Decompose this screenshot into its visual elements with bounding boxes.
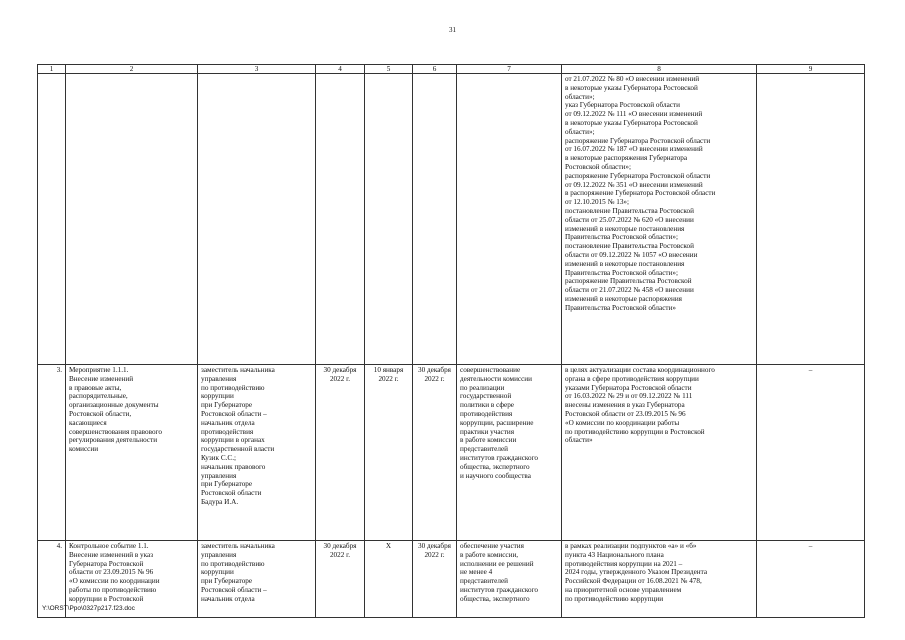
cell-text-line: начальник правового bbox=[201, 462, 266, 471]
cell-text-line: регулирования деятельности bbox=[69, 436, 158, 445]
cell-text-line: комиссии bbox=[69, 445, 99, 454]
cell-text-line: в работе комиссии bbox=[460, 436, 517, 445]
cell-text-line: противодействия bbox=[460, 409, 513, 418]
cell-text-line: 30 декабря bbox=[418, 542, 451, 550]
cell-text-line: Ростовской области – bbox=[201, 585, 267, 594]
plan-table bbox=[37, 64, 865, 618]
cell-text-line: по противодействию bbox=[201, 383, 265, 392]
cell-text-line: совершенствование bbox=[460, 366, 521, 374]
cell-text-line: распоряжение Губернатора Ростовской области bbox=[565, 171, 711, 180]
cell-text-line: коррупции bbox=[201, 568, 234, 577]
cell-text-line: изменений в некоторые распоряжения bbox=[565, 294, 682, 303]
reasons-cell: – bbox=[757, 365, 865, 541]
responsible-cell bbox=[198, 541, 316, 618]
cell-text-line: в распоряжение Губернатора Ростовской области bbox=[565, 189, 716, 198]
cell-text-line: постановление Правительства Ростовской bbox=[565, 242, 694, 251]
cell-text-line: Внесение изменений в указ bbox=[69, 550, 154, 559]
cell-text-line: изменений в некоторые постановления bbox=[565, 224, 685, 233]
reasons-cell: – bbox=[757, 541, 865, 618]
header-cell: 3 bbox=[198, 65, 316, 74]
cell-text-line: институтов гражданского bbox=[460, 585, 539, 594]
cell-text-line: управления bbox=[201, 374, 237, 383]
end-date-cell bbox=[413, 541, 457, 618]
cell-text-line: общества, экспертного bbox=[460, 594, 530, 603]
cell-text-line: работы по противодействию bbox=[69, 585, 157, 594]
cell-text-line: в целях актуализации состава координационного bbox=[565, 366, 715, 374]
cell-text-line: Ростовской области – bbox=[201, 409, 267, 418]
cell-text-line: Контрольное событие 1.1. bbox=[69, 542, 149, 550]
cell-text-line: распорядительные, bbox=[69, 392, 128, 401]
table-row bbox=[38, 541, 865, 618]
cell-text-line: государственной власти bbox=[201, 445, 275, 454]
cell-text-line: изменений в некоторые постановления bbox=[565, 259, 685, 268]
cell-text-line: организационные документы bbox=[69, 401, 159, 410]
cell-text-line: области от 25.07.2022 № 620 «О внесении bbox=[565, 215, 694, 224]
cell-text-line: совершенствования правового bbox=[69, 427, 162, 436]
cell-text-line: внесены изменения в указ Губернатора bbox=[565, 401, 685, 410]
table-row bbox=[38, 365, 865, 541]
cell-text-line: в некоторые распоряжения Губернатора bbox=[565, 154, 688, 163]
header-cell: 8 bbox=[562, 65, 757, 74]
cell-text-line: и научного сообщества bbox=[460, 471, 531, 480]
header-cell: 9 bbox=[757, 65, 865, 74]
expected-result-cell bbox=[457, 365, 562, 541]
cell-text-line: по противодействию bbox=[201, 559, 265, 568]
activity-cell bbox=[66, 365, 198, 541]
cell-text-line: государственной bbox=[460, 392, 512, 401]
actual-result-cell bbox=[562, 541, 757, 618]
cell-text-line: начальник отдела bbox=[201, 594, 255, 603]
cell-text-line: противодействия bbox=[201, 427, 254, 436]
cell-text-line: при Губернаторе bbox=[201, 577, 253, 586]
cell-text-line: коррупции, расширение bbox=[460, 418, 534, 427]
expected-result-cell bbox=[457, 541, 562, 618]
row-number: 3. bbox=[38, 365, 66, 541]
cell-text-line: политики в сфере bbox=[460, 401, 515, 410]
cell-text-line: в правовые акты, bbox=[69, 383, 122, 392]
cell-text-line: в некоторые указы Губернатора Ростовской bbox=[565, 118, 698, 127]
cell-text-line: области»; bbox=[565, 92, 595, 101]
cell-text-line: пункта 43 Национального плана bbox=[565, 550, 664, 559]
cell-text-line: в некоторые указы Губернатора Ростовской bbox=[565, 83, 698, 92]
actual-result-cell bbox=[562, 365, 757, 541]
cell-text-line: области от 21.07.2022 № 458 «О внесении bbox=[565, 286, 694, 295]
cell-text-line: коррупции в Ростовской bbox=[69, 594, 144, 603]
cell-text-line: заместитель начальника bbox=[201, 542, 275, 550]
responsible-cell bbox=[198, 365, 316, 541]
start-date-cell bbox=[365, 541, 413, 618]
cell-text-line: представителей bbox=[460, 577, 508, 586]
cell-text-line: органа в сфере противодействия коррупции bbox=[565, 374, 699, 383]
cell-text-line: Российской Федерации от 16.08.2021 № 478, bbox=[565, 577, 702, 586]
cell-text-line: Внесение изменений bbox=[69, 374, 134, 383]
header-cell: 6 bbox=[413, 65, 457, 74]
cell-text-line: по противодействию коррупции bbox=[565, 594, 664, 603]
cell-text-line: распоряжение Правительства Ростовской bbox=[565, 277, 692, 286]
cell-text-line: Ростовской области, bbox=[69, 409, 132, 418]
cell-text-line: указ Губернатора Ростовской области bbox=[565, 101, 680, 110]
result-cell bbox=[562, 74, 757, 365]
cell-text-line: Х bbox=[385, 542, 392, 550]
header-cell: 4 bbox=[316, 65, 365, 74]
cell-text-line: 2024 годы, утвержденного Указом Президента bbox=[565, 568, 708, 577]
cell-text-line: области» bbox=[565, 436, 593, 445]
header-cell: 7 bbox=[457, 65, 562, 74]
cell-text-line: Правительства Ростовской области» bbox=[565, 303, 676, 312]
table-row-continuation bbox=[38, 74, 865, 365]
cell-text-line: 2022 г. bbox=[329, 550, 351, 559]
cell-text-line: при Губернаторе bbox=[201, 480, 253, 489]
cell-text-line: 2022 г. bbox=[329, 374, 351, 383]
cell-text-line: коррупции в органах bbox=[201, 436, 265, 445]
cell-text-line: практики участия bbox=[460, 427, 515, 436]
planned-date-cell bbox=[316, 541, 365, 618]
cell-text-line: 2022 г. bbox=[424, 550, 445, 559]
cell-text-line: деятельности комиссии bbox=[460, 374, 532, 383]
cell-text-line: Правительства Ростовской области»; bbox=[565, 268, 678, 277]
header-cell: 2 bbox=[66, 65, 198, 74]
cell-text-line: распоряжение Губернатора Ростовской области bbox=[565, 136, 711, 145]
cell-text-line: «О комиссии по координации работы bbox=[565, 418, 680, 427]
cell-text-line: не менее 4 bbox=[460, 568, 493, 577]
cell-text-line: представителей bbox=[460, 445, 508, 454]
cell-text-line: обеспечение участия bbox=[460, 542, 524, 550]
cell-text-line: области»; bbox=[565, 127, 595, 136]
cell-text-line: области от 23.09.2015 № 96 bbox=[69, 568, 154, 577]
file-path-footer: Y:\ORST\Ppo\0327p217.f23.doc bbox=[42, 605, 135, 612]
cell-text-line: «О комиссии по координации bbox=[69, 577, 160, 586]
cell-text-line: от 12.10.2015 № 13»; bbox=[565, 198, 630, 207]
cell-text-line: Правительства Ростовской области»; bbox=[565, 233, 678, 242]
cell-text-line: 30 декабря bbox=[323, 542, 357, 550]
cell-text-line: 30 декабря bbox=[418, 366, 451, 374]
cell-text-line: от 09.12.2022 № 351 «О внесении изменений bbox=[565, 180, 703, 189]
cell-text-line: области от 09.12.2022 № 1057 «О внесении bbox=[565, 250, 698, 259]
cell-text-line: Мероприятие 1.1.1. bbox=[69, 366, 129, 374]
cell-text-line: управления bbox=[201, 471, 237, 480]
cell-text-line: противодействия коррупции на 2021 – bbox=[565, 559, 683, 568]
cell-text-line: 2022 г. bbox=[424, 374, 445, 383]
cell-text-line: на приоритетной основе управлением bbox=[565, 585, 682, 594]
cell-text-line: институтов гражданского bbox=[460, 453, 539, 462]
cell-text-line: от 16.03.2022 № 29 и от 09.12.2022 № 111 bbox=[565, 392, 693, 401]
cell-text-line: касающиеся bbox=[69, 418, 107, 427]
cell-text-line: заместитель начальника bbox=[201, 366, 275, 374]
cell-text-line: Кузик С.С.; bbox=[201, 453, 236, 462]
end-date-cell bbox=[413, 365, 457, 541]
row-number: 4. bbox=[38, 541, 66, 618]
cell-text-line: в рамках реализации подпунктов «а» и «б» bbox=[565, 542, 697, 550]
cell-text-line: по реализации bbox=[460, 383, 505, 392]
cell-text-line: коррупции bbox=[201, 392, 234, 401]
cell-text-line: исполнении ее решений bbox=[460, 559, 534, 568]
cell-text-line: постановление Правительства Ростовской bbox=[565, 206, 694, 215]
cell-text-line: указами Губернатора Ростовской области bbox=[565, 383, 692, 392]
cell-text-line: по противодействию коррупции в Ростовской bbox=[565, 427, 705, 436]
page-number: 31 bbox=[449, 26, 456, 34]
planned-date-cell bbox=[316, 365, 365, 541]
cell-text-line: начальник отдела bbox=[201, 418, 255, 427]
cell-text-line: при Губернаторе bbox=[201, 401, 253, 410]
header-row bbox=[38, 65, 865, 74]
cell-text-line: Губернатора Ростовской bbox=[69, 559, 144, 568]
cell-text-line: Бадура И.А. bbox=[201, 497, 239, 506]
cell-text-line: общества, экспертного bbox=[460, 462, 530, 471]
header-cell: 1 bbox=[38, 65, 66, 74]
cell-text-line: от 21.07.2022 № 80 «О внесении изменений bbox=[565, 75, 700, 83]
start-date-cell bbox=[365, 365, 413, 541]
cell-text-line: от 16.07.2022 № 187 «О внесении изменений bbox=[565, 145, 703, 154]
cell-text-line: Ростовской области от 23.09.2015 № 96 bbox=[565, 409, 686, 418]
cell-text-line: в работе комиссии, bbox=[460, 550, 519, 559]
cell-text-line: Ростовской области bbox=[201, 489, 262, 498]
cell-text-line: 30 декабря bbox=[323, 366, 357, 374]
header-cell: 5 bbox=[365, 65, 413, 74]
cell-text-line: Ростовской области»; bbox=[565, 162, 631, 171]
cell-text-line: 2022 г. bbox=[378, 374, 399, 383]
cell-text-line: управления bbox=[201, 550, 237, 559]
cell-text-line: 10 января bbox=[373, 366, 404, 374]
cell-text-line: от 09.12.2022 № 111 «О внесении изменений bbox=[565, 110, 703, 119]
